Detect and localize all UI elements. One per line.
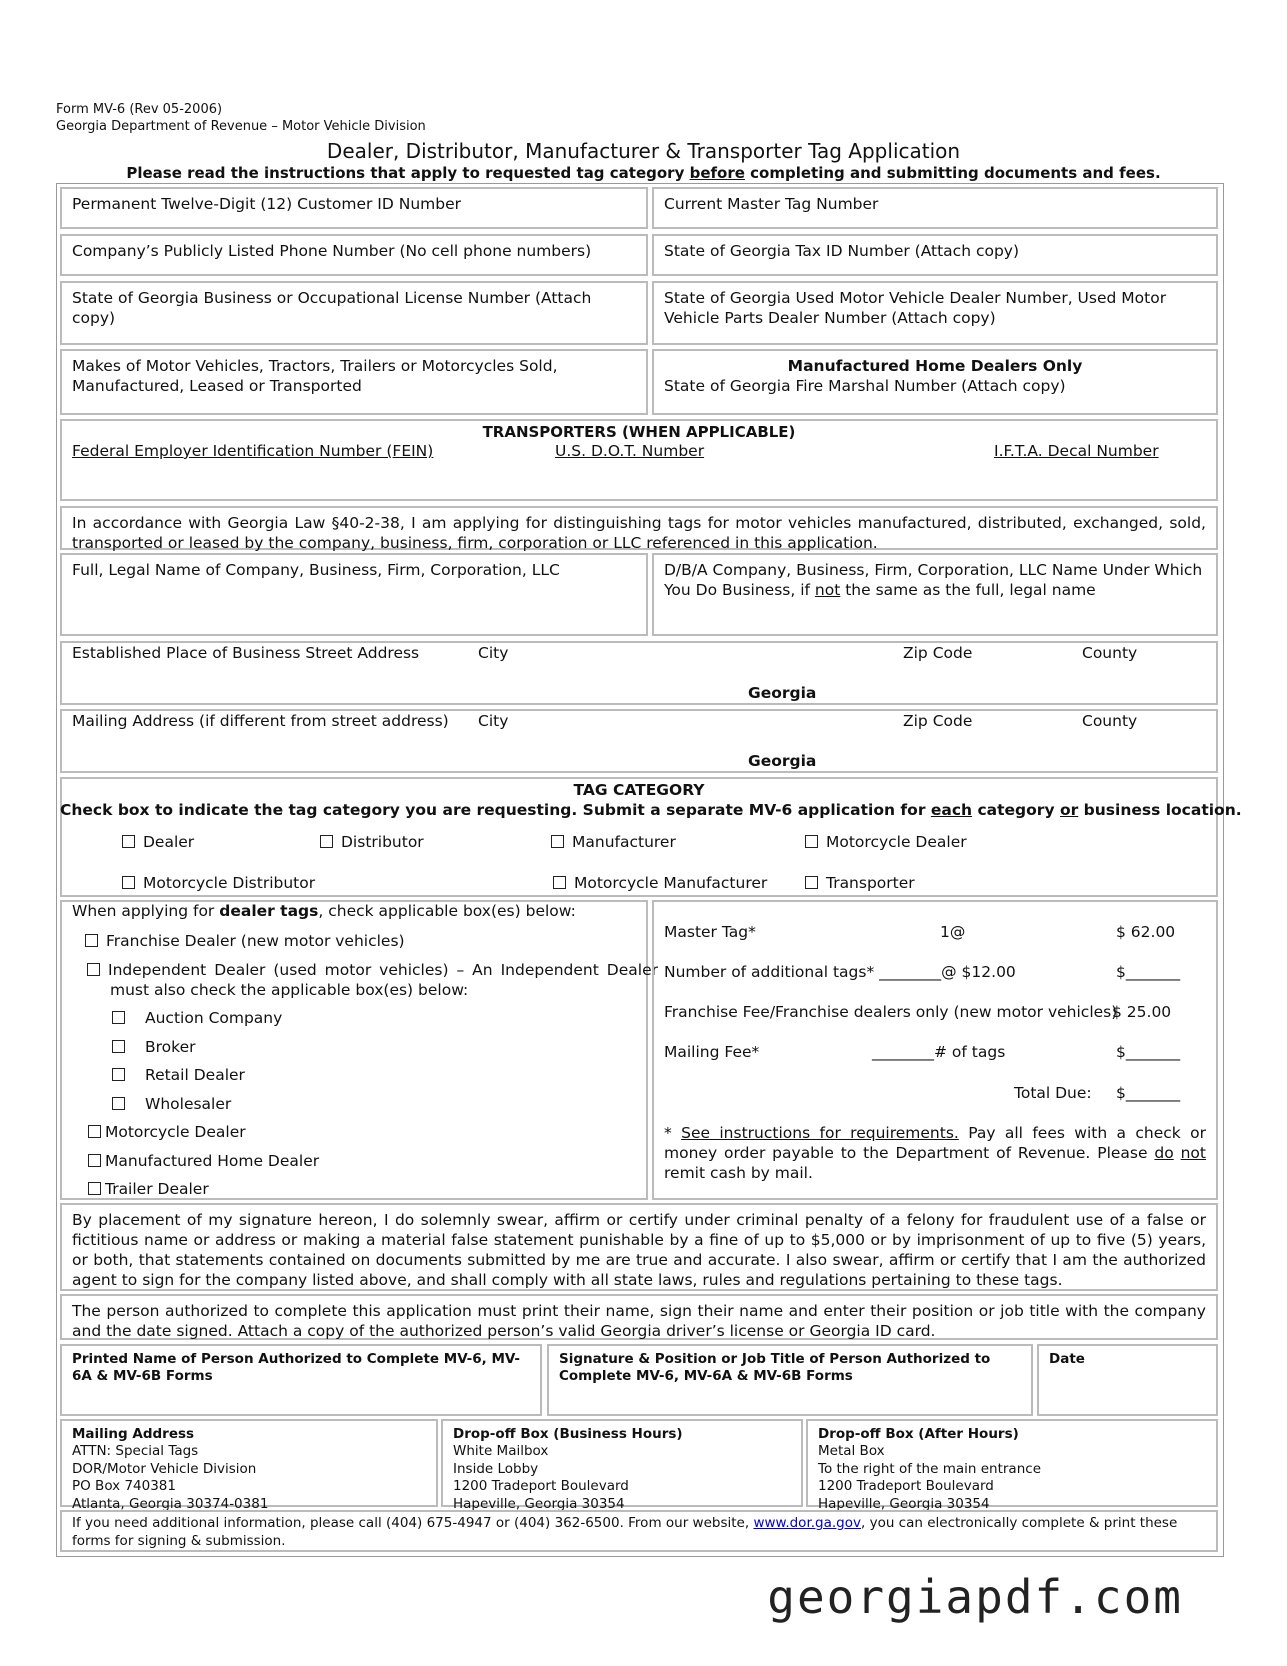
manufactured-home-dealer-option[interactable] bbox=[88, 1152, 319, 1170]
tag-option-transporter[interactable] bbox=[805, 874, 915, 892]
note-star: * bbox=[664, 1124, 672, 1142]
instructions-before: before bbox=[689, 164, 745, 182]
additional-tags-amount[interactable]: $_______ bbox=[1116, 963, 1181, 981]
master-tag-amount: $ 62.00 bbox=[1116, 923, 1176, 941]
mail-line: Atlanta, Georgia 30374-0381 bbox=[72, 1495, 269, 1512]
mailing-city-label: City bbox=[478, 712, 509, 730]
tag-option-distributor[interactable] bbox=[320, 833, 424, 851]
master-tag-fee-label: Master Tag* bbox=[664, 923, 756, 941]
instructions-line bbox=[0, 164, 1287, 182]
used-dealer-label: State of Georgia Used Motor Vehicle Dealer Number, Used Motor Vehicle Parts Dealer Number (Attach copy) bbox=[664, 289, 1167, 327]
drop-biz-line: Inside Lobby bbox=[453, 1460, 539, 1477]
website-link[interactable]: www.dor.ga.gov bbox=[753, 1515, 861, 1531]
fein-label[interactable]: Federal Employer Identification Number (FEIN) bbox=[72, 442, 434, 460]
option-label: Auction Company bbox=[145, 1009, 283, 1027]
mailing-address-label: Mailing Address (if different from street address) bbox=[72, 712, 449, 730]
checkbox[interactable] bbox=[553, 876, 566, 889]
total-due-label: Total Due: bbox=[1014, 1084, 1092, 1102]
instructions-part-1: Please read the instructions that apply to requested tag category bbox=[126, 164, 685, 182]
option-label: Distributor bbox=[341, 833, 424, 851]
tag-instr-or: or bbox=[1059, 801, 1079, 819]
footer-note bbox=[60, 1510, 1218, 1552]
checkbox[interactable] bbox=[320, 835, 333, 848]
checkbox[interactable] bbox=[551, 835, 564, 848]
tag-option-dealer[interactable] bbox=[122, 833, 194, 851]
signature-label: Signature & Position or Job Title of Person Authorized to Complete MV-6, MV-6A & MV-6B Forms bbox=[559, 1351, 991, 1384]
option-label: Motorcycle Dealer bbox=[105, 1123, 246, 1141]
trailer-dealer-option[interactable] bbox=[88, 1180, 209, 1198]
dba-label-2: the same as the full, legal name bbox=[845, 581, 1096, 599]
note-not: not bbox=[1180, 1144, 1206, 1162]
drop-after-line: 1200 Tradeport Boulevard bbox=[818, 1478, 994, 1494]
checkbox[interactable] bbox=[805, 876, 818, 889]
street-state: Georgia bbox=[748, 684, 817, 702]
checkbox[interactable] bbox=[85, 934, 98, 947]
street-zip-label: Zip Code bbox=[903, 644, 973, 662]
fire-marshal-label: State of Georgia Fire Marshal Number (Attach copy) bbox=[664, 377, 1066, 395]
affirmation-statement: By placement of my signature hereon, I do solemnly swear, affirm or certify under criminal penalty of a felony for fraudulent use of a false or fictitious name or address or making a material false statement punishable by a fine of up to $5,000 or by imprisonment of up to five (5) years, or both, that statements contained on documents submitted by me are true and accurate. I also swear, affirm or certify that I am the authorized agent to sign for the company listed above, and shall comply with all state laws, rules and regulations pertaining to these tags. bbox=[60, 1203, 1218, 1291]
instructions-part-2: completing and submitting documents and fees. bbox=[750, 164, 1161, 182]
mail-title: Mailing Address bbox=[72, 1426, 195, 1442]
option-label: Motorcycle Dealer bbox=[826, 833, 967, 851]
ifta-label[interactable]: I.F.T.A. Decal Number bbox=[994, 442, 1159, 460]
franchise-fee-amount: $ 25.00 bbox=[1112, 1003, 1172, 1021]
dealer-tags-intro bbox=[72, 902, 576, 920]
option-label: Motorcycle Manufacturer bbox=[574, 874, 768, 892]
tax-id-field[interactable] bbox=[652, 234, 1218, 276]
date-field[interactable] bbox=[1037, 1344, 1218, 1416]
drop-biz-line: 1200 Tradeport Boulevard bbox=[453, 1478, 629, 1494]
date-label: Date bbox=[1049, 1351, 1085, 1367]
note-text-2: remit cash by mail. bbox=[664, 1164, 813, 1182]
drop-after-title: Drop-off Box (After Hours) bbox=[818, 1426, 1019, 1442]
note-text-1: Pay all fees with a check or money order payable to the Department of Revenue. Please bbox=[664, 1124, 1206, 1162]
drop-after-line: To the right of the main entrance bbox=[818, 1460, 1041, 1477]
mail-line: ATTN: Special Tags bbox=[72, 1443, 199, 1459]
printed-name-field[interactable] bbox=[60, 1344, 542, 1416]
phone-label: Company’s Publicly Listed Phone Number (No cell phone numbers) bbox=[72, 242, 592, 260]
checkbox[interactable] bbox=[112, 1097, 125, 1110]
option-label: Manufacturer bbox=[572, 833, 676, 851]
checkbox[interactable] bbox=[805, 835, 818, 848]
mailing-state: Georgia bbox=[748, 752, 817, 770]
franchise-dealer-option[interactable] bbox=[85, 932, 405, 950]
mailing-address-block bbox=[60, 1419, 438, 1512]
option-label: Manufactured Home Dealer bbox=[105, 1152, 320, 1170]
mailing-zip-label: Zip Code bbox=[903, 712, 973, 730]
franchise-fee-label: Franchise Fee/Franchise dealers only (new motor vehicles) bbox=[664, 1003, 1118, 1021]
street-county-label: County bbox=[1082, 644, 1138, 662]
tag-option-motorcycle-manufacturer[interactable] bbox=[553, 874, 767, 892]
customer-id-label: Permanent Twelve-Digit (12) Customer ID Number bbox=[72, 195, 461, 213]
option-label: Independent Dealer (used motor vehicles) – An Independent Dealer must also check the applicable box(es) below: bbox=[108, 961, 658, 999]
drop-off-business-block bbox=[441, 1419, 803, 1512]
option-label: Wholesaler bbox=[145, 1095, 232, 1113]
drop-biz-line: Hapeville, Georgia 30354 bbox=[453, 1495, 625, 1512]
law-statement: In accordance with Georgia Law §40-2-38, I am applying for distinguishing tags for motor vehicles manufactured, distributed, exchanged, sold, transported or leased by the company, business, firm, corporation or LLC referenced in this application. bbox=[60, 506, 1218, 550]
checkbox[interactable] bbox=[122, 876, 135, 889]
sub-option-broker[interactable] bbox=[112, 1038, 195, 1056]
dba-label-1: D/B/A Company, Business, Firm, Corporation, LLC Name Under Which You Do Business, if bbox=[664, 561, 1203, 599]
sub-option-wholesaler[interactable] bbox=[112, 1095, 231, 1113]
form-number: Form MV-6 (Rev 05-2006) bbox=[56, 102, 223, 117]
option-label: Trailer Dealer bbox=[105, 1180, 209, 1198]
street-address-label: Established Place of Business Street Address bbox=[72, 644, 420, 662]
master-tag-field[interactable] bbox=[652, 187, 1218, 229]
master-tag-label: Current Master Tag Number bbox=[664, 195, 879, 213]
tag-category-heading: TAG CATEGORY bbox=[573, 781, 705, 799]
legal-name-field[interactable] bbox=[60, 553, 648, 636]
watermark: georgiapdf.com bbox=[767, 1570, 1183, 1624]
motorcycle-dealer-option[interactable] bbox=[88, 1123, 246, 1141]
intro-text: When applying for bbox=[72, 902, 215, 920]
tag-instr-1: Check box to indicate the tag category you are requesting. Submit a separate MV-6 application for bbox=[60, 801, 926, 819]
tag-option-motorcycle-distributor[interactable] bbox=[122, 874, 315, 892]
used-dealer-field[interactable] bbox=[652, 281, 1218, 345]
option-label: Dealer bbox=[143, 833, 195, 851]
mail-line: DOR/Motor Vehicle Division bbox=[72, 1460, 257, 1477]
tag-instr-category: category bbox=[977, 801, 1055, 819]
note-do: do bbox=[1154, 1144, 1174, 1162]
dba-not: not bbox=[814, 581, 841, 599]
mailing-fee-amount[interactable]: $_______ bbox=[1116, 1043, 1181, 1061]
fire-marshal-field[interactable] bbox=[652, 349, 1218, 415]
drop-after-line: Hapeville, Georgia 30354 bbox=[818, 1495, 990, 1512]
independent-dealer-option[interactable] bbox=[87, 960, 658, 1000]
printed-name-label: Printed Name of Person Authorized to Complete MV-6, MV-6A & MV-6B Forms bbox=[72, 1351, 520, 1384]
checkbox[interactable] bbox=[112, 1068, 125, 1081]
mailing-fee-qty[interactable]: ________# of tags bbox=[872, 1043, 1006, 1061]
customer-id-field[interactable] bbox=[60, 187, 648, 229]
sub-option-auction[interactable] bbox=[112, 1009, 282, 1027]
dba-field[interactable] bbox=[652, 553, 1218, 636]
page-title: Dealer, Distributor, Manufacturer & Transporter Tag Application bbox=[326, 139, 961, 163]
checkbox[interactable] bbox=[87, 963, 100, 976]
legal-name-label: Full, Legal Name of Company, Business, Firm, Corporation, LLC bbox=[72, 561, 560, 579]
checkbox[interactable] bbox=[112, 1040, 125, 1053]
transporters-heading: TRANSPORTERS (WHEN APPLICABLE) bbox=[482, 423, 796, 441]
manufactured-home-heading: Manufactured Home Dealers Only bbox=[787, 357, 1083, 375]
total-due-amount[interactable]: $_______ bbox=[1116, 1084, 1181, 1102]
tag-instr-each: each bbox=[930, 801, 973, 819]
checkbox[interactable] bbox=[88, 1154, 101, 1167]
checkbox[interactable] bbox=[122, 835, 135, 848]
option-label: Retail Dealer bbox=[145, 1066, 245, 1084]
license-field[interactable] bbox=[60, 281, 648, 345]
drop-off-after-hours-block bbox=[806, 1419, 1218, 1512]
footer-text-2: , you can electronically complete & print these forms for signing & submission. bbox=[72, 1515, 1178, 1549]
phone-field[interactable] bbox=[60, 234, 648, 276]
fees-note bbox=[664, 1123, 1206, 1183]
department: Georgia Department of Revenue – Motor Vehicle Division bbox=[56, 119, 426, 134]
tax-id-label: State of Georgia Tax ID Number (Attach copy) bbox=[664, 242, 1020, 260]
intro-text-2: , check applicable box(es) below: bbox=[318, 902, 576, 920]
checkbox[interactable] bbox=[88, 1182, 101, 1195]
makes-field[interactable] bbox=[60, 349, 648, 415]
street-city-label: City bbox=[478, 644, 509, 662]
tag-option-manufacturer[interactable] bbox=[551, 833, 676, 851]
tag-category-instructions bbox=[60, 801, 1242, 819]
makes-label: Makes of Motor Vehicles, Tractors, Trailers or Motorcycles Sold, Manufactured, Leased or Transported bbox=[72, 357, 558, 395]
mail-line: PO Box 740381 bbox=[72, 1478, 176, 1494]
additional-tags-label[interactable]: Number of additional tags* ________@ $12.00 bbox=[664, 963, 1016, 981]
master-tag-qty: 1@ bbox=[940, 923, 966, 941]
drop-after-line: Metal Box bbox=[818, 1443, 885, 1459]
instructions-link[interactable]: See instructions for requirements. bbox=[681, 1124, 959, 1142]
intro-bold: dealer tags bbox=[219, 902, 319, 920]
license-label: State of Georgia Business or Occupational License Number (Attach copy) bbox=[72, 289, 592, 327]
mailing-fee-label: Mailing Fee* bbox=[664, 1043, 760, 1061]
tag-instr-2: business location. bbox=[1083, 801, 1242, 819]
dot-label[interactable]: U.S. D.O.T. Number bbox=[555, 442, 705, 460]
checkbox[interactable] bbox=[88, 1125, 101, 1138]
tag-option-motorcycle-dealer[interactable] bbox=[805, 833, 967, 851]
footer-text-1: If you need additional information, please call (404) 675-4947 or (404) 362-6500. From our website, bbox=[72, 1515, 750, 1531]
mailing-county-label: County bbox=[1082, 712, 1138, 730]
option-label: Transporter bbox=[826, 874, 915, 892]
option-label: Franchise Dealer (new motor vehicles) bbox=[106, 932, 405, 950]
signature-field[interactable] bbox=[547, 1344, 1033, 1416]
checkbox[interactable] bbox=[112, 1011, 125, 1024]
option-label: Motorcycle Distributor bbox=[143, 874, 316, 892]
sub-option-retail[interactable] bbox=[112, 1066, 245, 1084]
drop-biz-line: White Mailbox bbox=[453, 1443, 549, 1459]
authorized-person-statement: The person authorized to complete this application must print their name, sign their name and enter their position or job title with the company and the date signed. Attach a copy of the authorized person’s valid Georgia driver’s license or Georgia ID card. bbox=[60, 1294, 1218, 1340]
drop-biz-title: Drop-off Box (Business Hours) bbox=[453, 1426, 683, 1442]
option-label: Broker bbox=[145, 1038, 196, 1056]
